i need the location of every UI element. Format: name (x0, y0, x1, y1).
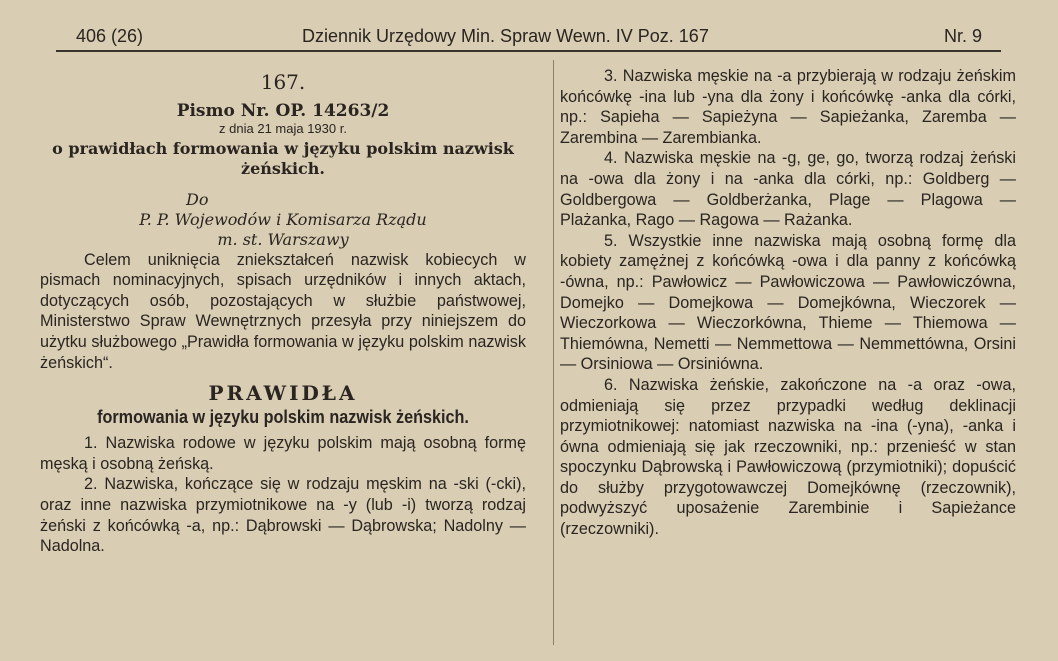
letter-date: z dnia 21 maja 1930 r. (219, 120, 347, 136)
document-number: 167. (260, 70, 306, 94)
column-divider (553, 60, 554, 645)
rules-subtitle: formowania w języku polskim nazwisk żeńskich. (97, 407, 469, 428)
intro-paragraph: Celem uniknięcia zniekształceń nazwisk kobiecych w pismach nominacyjnych, spisach urzędników i innych aktach, dotyczących osób, pozostających w służbie państwowej, Ministerstwo Spraw Wewnętrznych przesyła przy niniejszem do użytku służbowego „Prawidła formowania w języku polskim nazwisk żeńskich“. (40, 250, 526, 372)
letter-subject: o prawidłach formowania w języku polskim nazwisk żeńskich. (52, 138, 514, 178)
header-rule (56, 50, 1001, 52)
page-number: 406 (26) (76, 26, 144, 46)
rule-4: 4. Nazwiska męskie na -g, ge, go, tworzą rodzaj żeński na -owa dla żony i na -anka dla córki, np.: Goldberg — Goldbergowa — Goldberżanka, Plage — Plagowa — Plażanka, Rago — Ragowa — Rażanka. (560, 149, 1016, 230)
rule-2: 2. Nazwiska, kończące się w rodzaju męskim na -ski (-cki), oraz inne nazwiska przymiotnikowe na -y (lub -i) tworzą rodzaj żeński z końcówką -a, np.: Dąbrowski — Dąbrowska; Nadolny — Nadolna. (40, 475, 526, 556)
rule-6: 6. Nazwiska żeńskie, zakończone na -a oraz -owa, odmieniają się przez przypadki według deklinacji przymiotnikowej: natomiast nazwiska na -ina (-yna), -anka i ówna odmieniają się jak rzeczowniki, np.: przenieść w stan spoczynku Dąbrowską i Pawłowiczową (przymiotniki); dopuścić do służby przygotowawczej Domejkównę (rzeczownik), podwyższyć uposażenie Zarembinie i Sapieżance (rzeczowniki). (560, 375, 1016, 539)
issue-number: Nr. 9 (944, 26, 983, 46)
letter-reference: Pismo Nr. OP. 14263/2 (176, 100, 390, 121)
left-column (40, 66, 526, 557)
rules-title: PRAWIDŁA (208, 381, 358, 406)
rule-1: 1. Nazwiska rodowe w języku polskim mają osobną formę męską i osobną żeńską. (40, 434, 526, 473)
addressee-line-2: m. st. Warszawy (217, 229, 349, 249)
to-label: Do (186, 189, 209, 209)
page-header (56, 22, 998, 52)
rule-3: 3. Nazwiska męskie na -a przybierają w rodzaju żeńskim końcówkę -ina lub -yna dla żony i końcówkę -anka dla córki, np.: Sapieha — Sapieżyna — Sapieżanka, Zaremba — Zarembina — Zarembianka. (560, 67, 1016, 147)
addressee-line-1: P. P. Wojewodów i Komisarza Rządu (139, 209, 427, 229)
right-column (560, 66, 1016, 540)
rule-5: 5. Wszystkie inne nazwiska mają osobną formę dla kobiety zamężnej z końcówką -owa i dla panny z końcówką -ówna, np.: Pawłowicz — Pawłowiczowa — Pawłowiczówna, Domejko — Domejkowa — Domejkówna, Wieczorek — Wieczorkowa — Wieczorkówna, Thieme — Thiemowa — Thiemówna, Nemetti — Nemmettowa — Nemmettówna, Orsini — Orsiniowa — Orsiniówna. (560, 231, 1016, 374)
journal-title: Dziennik Urzędowy Min. Spraw Wewn. IV Poz. 167 (302, 26, 709, 46)
